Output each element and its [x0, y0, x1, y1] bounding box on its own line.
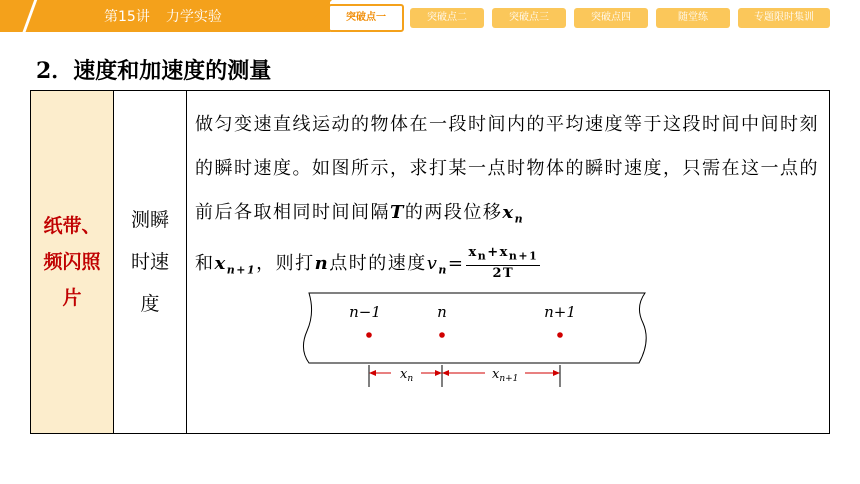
lecture-number: 第15讲 [104, 9, 150, 25]
lecture-topic: 力学实验 [165, 9, 222, 25]
velocity-fraction: $\frac{x_n+x_{n+1}}{2T}$ [468, 245, 539, 281]
label-n: n [437, 303, 447, 321]
description-cell [187, 91, 830, 434]
tape-diagram [297, 291, 653, 401]
label-n-plus-1: n+1 [544, 303, 576, 321]
dot-n [439, 332, 445, 338]
dot-n-minus-1 [366, 332, 372, 338]
segment-label-xn: $x_n$ [400, 367, 414, 384]
tab-breakthrough-3[interactable]: 突破点三 [492, 8, 566, 28]
tab-breakthrough-2[interactable]: 突破点二 [410, 8, 484, 28]
method-cell: 纸带、 频闪照 片 [31, 91, 114, 434]
description-text: 做匀变速直线运动的物体在一段时间内的平均速度等于这段时间中间时刻的瞬时速度。如图所示，求打某一点时物体的瞬时速度，只需在这一点的前后各取相同时间间隔T的两段位移$x_n$ 和$x_{n+1}$，则打n点时的速度$v_n=$ $\frac{x_n+x_{n+1}}{2T}$ [195, 114, 819, 281]
segment-label-xn1: $x_{n+1}$ [492, 367, 519, 384]
top-bar [0, 0, 860, 32]
tab-breakthrough-4[interactable]: 突破点四 [574, 8, 648, 28]
lecture-title [104, 6, 238, 26]
tab-timed-training[interactable]: 专题限时集训 [738, 8, 830, 28]
section-title: 2．速度和加速度的测量 [36, 58, 272, 84]
label-n-minus-1: n−1 [349, 303, 381, 321]
tab-in-class-practice[interactable]: 随堂练 [656, 8, 730, 28]
dot-n-plus-1 [557, 332, 563, 338]
tab-breakthrough-1[interactable]: 突破点一 [328, 4, 404, 32]
quantity-cell: 测瞬 时速 度 [114, 91, 187, 434]
content-table [30, 90, 830, 434]
